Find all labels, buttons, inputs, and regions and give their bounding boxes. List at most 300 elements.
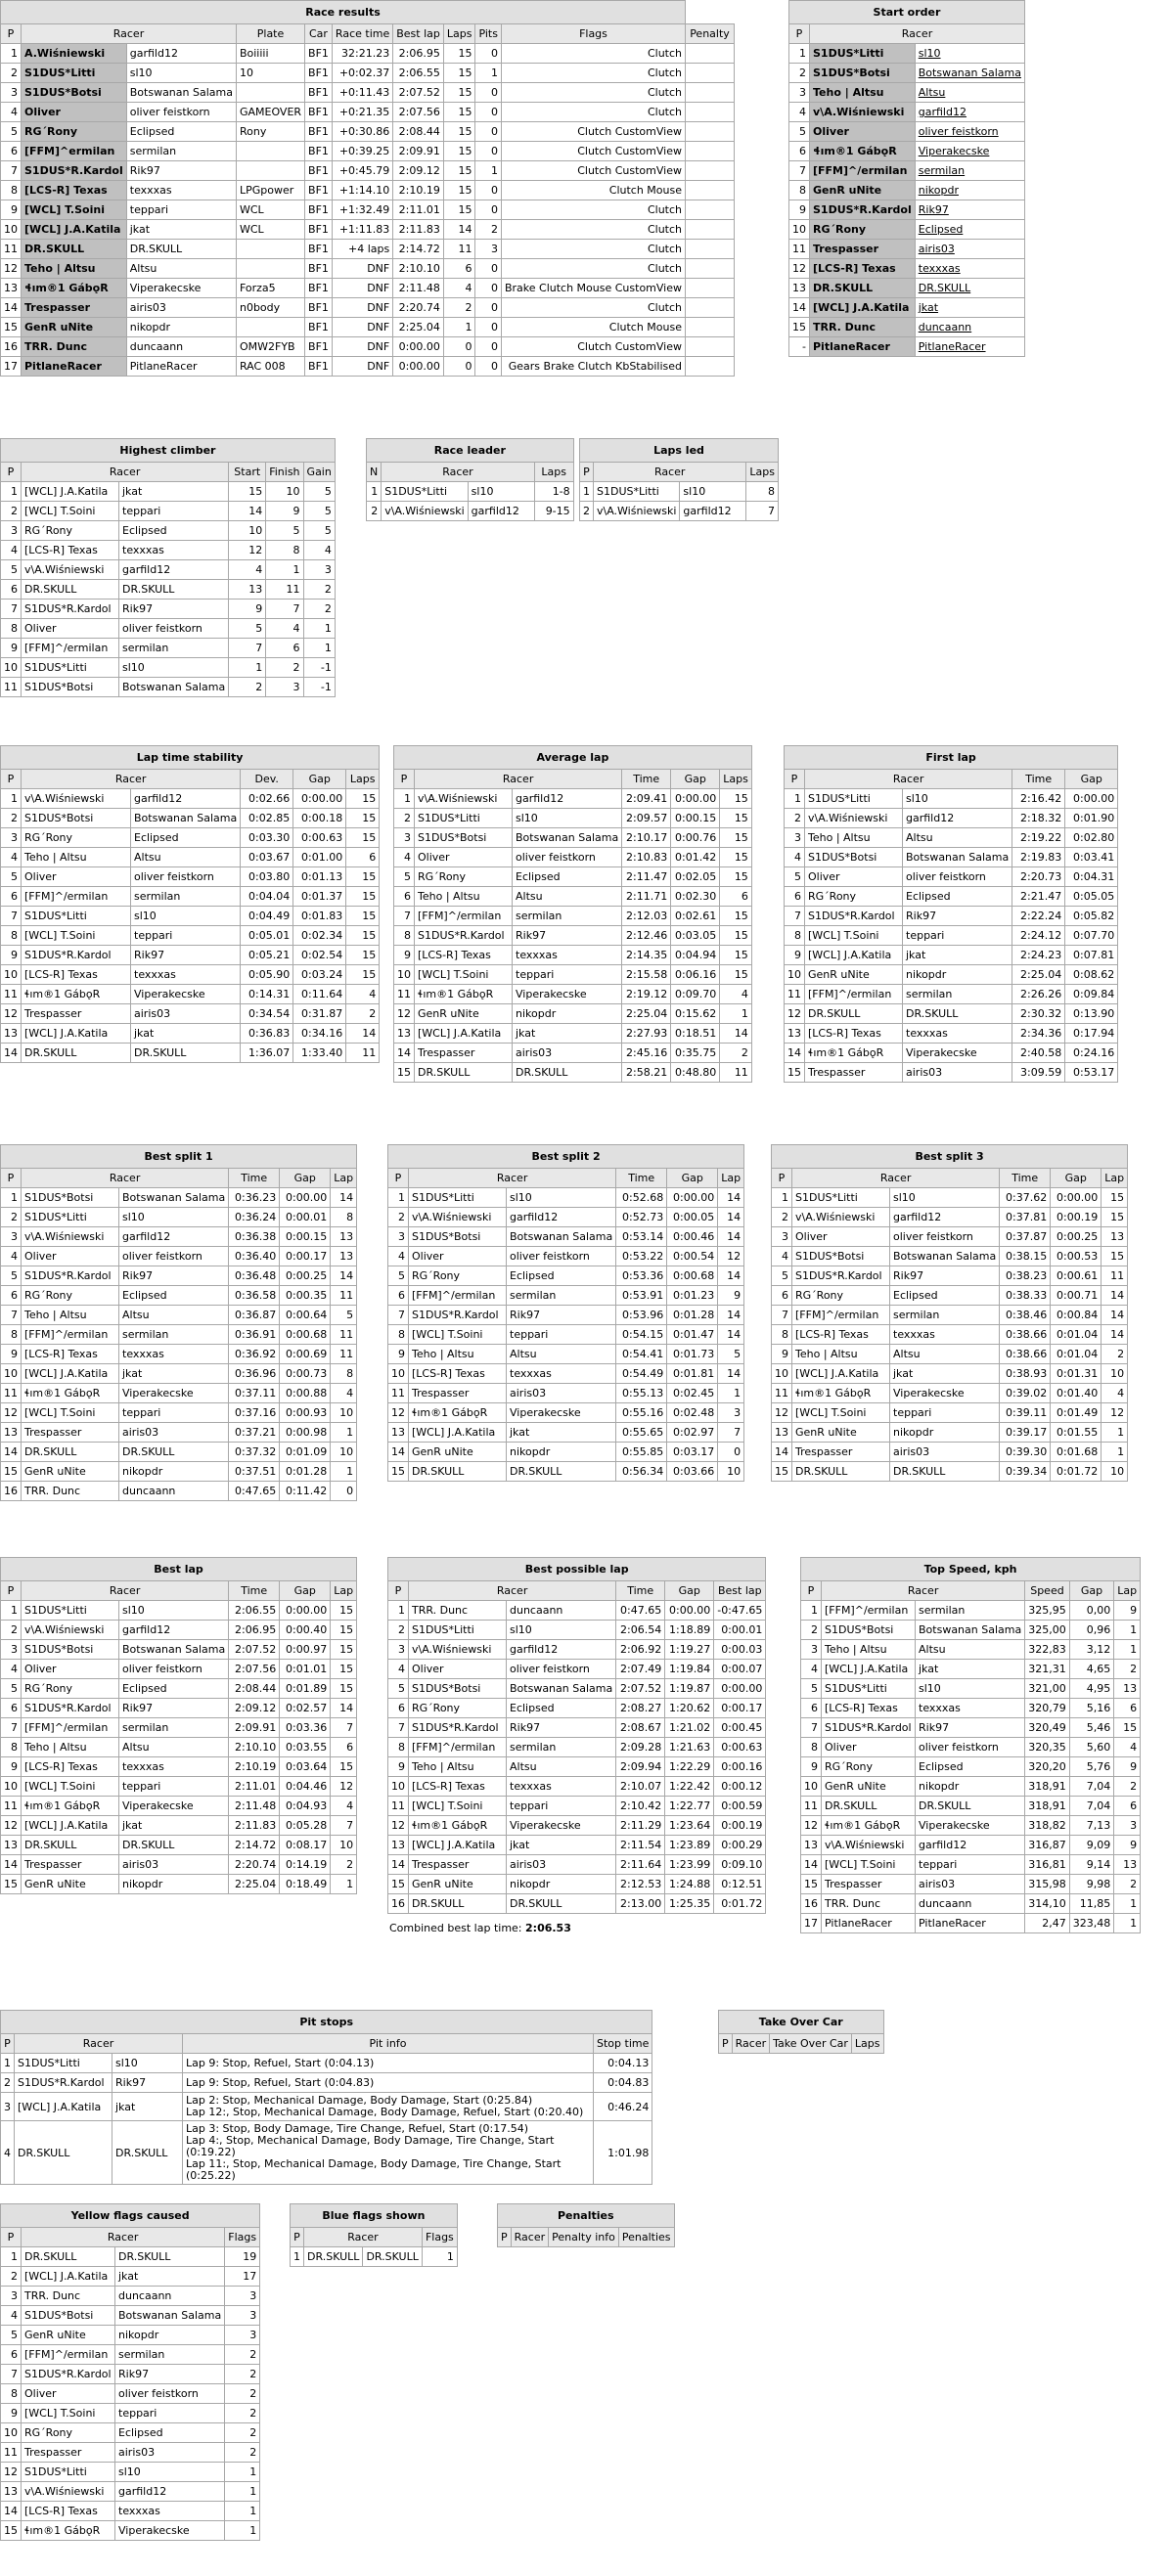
value-cell: 8 xyxy=(331,1208,357,1227)
racer-username-link: nikopdr xyxy=(513,1004,622,1024)
table-row xyxy=(801,1621,1141,1640)
table-row xyxy=(1,1364,357,1384)
value-cell: 318,91 xyxy=(1025,1777,1070,1797)
racer-username-link: Rik97 xyxy=(131,946,241,965)
racer-username-link: nikopdr xyxy=(507,1875,616,1894)
position-cell: 13 xyxy=(1,1423,22,1443)
value-cell: 2:10.19 xyxy=(229,1757,280,1777)
table-row xyxy=(388,1188,744,1208)
position-cell: 1 xyxy=(1,2247,22,2267)
racer-username-link[interactable]: texxxas xyxy=(915,259,1024,279)
table-row xyxy=(1,985,380,1004)
racer-username-link[interactable]: PitlaneRacer xyxy=(915,337,1024,357)
racer-username-link[interactable]: sl10 xyxy=(915,44,1024,64)
position-cell: 14 xyxy=(1,1443,22,1462)
top-speed-title: Top Speed, kph xyxy=(801,1558,1141,1581)
racer-username-link[interactable]: duncaann xyxy=(915,318,1024,337)
col-gap: Gap xyxy=(665,1581,714,1601)
value-cell: 0:03.67 xyxy=(241,848,293,867)
racer-name-cell: Oliver xyxy=(409,1247,507,1266)
value-cell: 10 xyxy=(229,521,266,541)
value-cell: 11 xyxy=(331,1345,357,1364)
racer-username-link: nikopdr xyxy=(507,1443,616,1462)
pit-info-cell xyxy=(183,2093,594,2121)
racer-username-link: Eclipsed xyxy=(119,1679,229,1699)
value-cell: 0:38.66 xyxy=(1000,1345,1051,1364)
col-racer: Racer xyxy=(22,770,241,789)
position-cell: 5 xyxy=(1,122,22,142)
table-row xyxy=(1,1718,357,1738)
racer-username-link[interactable]: airis03 xyxy=(915,240,1024,259)
racer-username-link: sl10 xyxy=(916,1679,1025,1699)
value-cell: 0:00.00 xyxy=(1051,1188,1102,1208)
value-cell: 1 xyxy=(1114,1640,1141,1660)
flags-cell: Clutch xyxy=(501,298,685,318)
col-racer: Racer xyxy=(22,1169,229,1188)
value-cell: 15 xyxy=(720,946,752,965)
racer-username-link: Viperakecske xyxy=(890,1384,1000,1403)
value-cell: 2:22.24 xyxy=(1012,907,1065,926)
value-cell: 0:13.90 xyxy=(1065,1004,1118,1024)
racer-name-cell: ɬım®1 GábǫR xyxy=(409,1816,507,1836)
value-cell: 5 xyxy=(331,1306,357,1325)
car-cell: BF1 xyxy=(305,259,333,279)
position-cell: 6 xyxy=(801,1699,822,1718)
value-cell: 0:38.23 xyxy=(1000,1266,1051,1286)
racer-username-link: teppari xyxy=(115,2404,225,2423)
racer-name-cell: [FFM]^/ermilan xyxy=(409,1738,507,1757)
value-cell: 0:00.12 xyxy=(714,1777,766,1797)
col-start: Start xyxy=(229,463,266,482)
position-cell: 10 xyxy=(785,965,805,985)
racer-name-cell: GenR uNite xyxy=(415,1004,513,1024)
value-cell: 0:00.00 xyxy=(280,1601,331,1621)
value-cell: 0 xyxy=(475,122,502,142)
racer-username-link: Altsu xyxy=(507,1345,616,1364)
value-cell: 0:38.93 xyxy=(1000,1364,1051,1384)
value-cell: 0:03.41 xyxy=(1065,848,1118,867)
value-cell: 9 xyxy=(1114,1601,1141,1621)
value-cell: 0:36.91 xyxy=(229,1325,280,1345)
racer-username-link[interactable]: garfild12 xyxy=(915,103,1024,122)
racer-name-cell: Oliver xyxy=(22,1247,119,1266)
table-row xyxy=(1,1306,357,1325)
col-penalties: Penalties xyxy=(618,2228,674,2247)
value-cell: 1 xyxy=(422,2247,457,2267)
racer-username-link[interactable]: Viperakecske xyxy=(915,142,1024,161)
flags-cell: Gears Brake Clutch KbStabilised xyxy=(501,357,685,377)
value-cell: 2:13.00 xyxy=(616,1894,665,1914)
racer-username-link: Rik97 xyxy=(119,1699,229,1718)
value-cell: 316,87 xyxy=(1025,1836,1070,1855)
racer-name-cell: S1DUS*R.Kardol xyxy=(805,907,903,926)
value-cell: 2:10.19 xyxy=(393,181,444,200)
racer-username-link[interactable]: nikopdr xyxy=(915,181,1024,200)
value-cell: 15 xyxy=(346,907,380,926)
value-cell: 0:37.62 xyxy=(1000,1188,1051,1208)
col-n: N xyxy=(367,463,382,482)
racer-username-link[interactable]: jkat xyxy=(915,298,1024,318)
value-cell: 0:52.68 xyxy=(616,1188,667,1208)
value-cell: 1:22.29 xyxy=(665,1757,714,1777)
value-cell: 0:00.46 xyxy=(667,1227,718,1247)
value-cell: 1:22.77 xyxy=(665,1797,714,1816)
value-cell: 0:37.16 xyxy=(229,1403,280,1423)
racer-name-cell: Oliver xyxy=(409,1660,507,1679)
highest-climber-title: Highest climber xyxy=(1,439,336,463)
table-row xyxy=(394,965,752,985)
value-cell: 11 xyxy=(331,1325,357,1345)
value-cell: 1 xyxy=(331,1462,357,1482)
racer-username-link[interactable]: Eclipsed xyxy=(915,220,1024,240)
value-cell: 9 xyxy=(229,600,266,619)
table-row xyxy=(801,1757,1141,1777)
value-cell: 2:08.44 xyxy=(229,1679,280,1699)
value-cell: 0:00.17 xyxy=(280,1247,331,1266)
position-cell: 9 xyxy=(1,639,22,658)
position-cell: 7 xyxy=(1,600,22,619)
racer-username-link[interactable]: oliver feistkorn xyxy=(915,122,1024,142)
col-gap: Gap xyxy=(667,1169,718,1188)
racer-username-link: duncaann xyxy=(916,1894,1025,1914)
value-cell: 0:37.51 xyxy=(229,1462,280,1482)
racer-username-link: teppari xyxy=(119,1403,229,1423)
racer-username-link: duncaann xyxy=(115,2287,225,2306)
racer-username-link: sermilan xyxy=(119,1325,229,1345)
value-cell: 0:00.97 xyxy=(280,1640,331,1660)
racer-name-cell: Oliver xyxy=(22,103,127,122)
position-cell: 5 xyxy=(1,2326,22,2345)
pit-info-line: Lap 4:, Stop, Mechanical Damage, Body Damage, Tire Change, Start (0:19.22) xyxy=(186,2134,555,2158)
value-cell: 10 xyxy=(331,1403,357,1423)
position-cell: 7 xyxy=(772,1306,792,1325)
position-cell: 14 xyxy=(388,1443,409,1462)
racer-name-cell: S1DUS*Botsi xyxy=(22,2306,115,2326)
racer-username-link: Botswanan Salama xyxy=(119,1188,229,1208)
racer-username-link[interactable]: Rik97 xyxy=(915,200,1024,220)
position-cell: 14 xyxy=(789,298,810,318)
position-cell: 2 xyxy=(1,64,22,83)
racer-username-link: oliver feistkorn xyxy=(890,1227,1000,1247)
value-cell: 1 xyxy=(229,658,266,678)
position-cell: 16 xyxy=(801,1894,822,1914)
racer-username-link: Eclipsed xyxy=(115,2423,225,2443)
value-cell: 2:06.95 xyxy=(393,44,444,64)
col-racer: Racer xyxy=(304,2228,423,2247)
racer-name-cell: RG´Rony xyxy=(409,1699,507,1718)
racer-name-cell: [WCL] T.Soini xyxy=(805,926,903,946)
racer-username-link: garfild12 xyxy=(468,502,534,521)
racer-username-link: Rik97 xyxy=(890,1266,1000,1286)
position-cell: 6 xyxy=(1,580,22,600)
value-cell: 0:01.28 xyxy=(667,1306,718,1325)
table-row xyxy=(1,1482,357,1501)
racer-username-link: nikopdr xyxy=(119,1875,229,1894)
position-cell: 2 xyxy=(388,1621,409,1640)
penalty-cell xyxy=(686,161,735,181)
penalties-block xyxy=(497,2203,675,2247)
table-row xyxy=(772,1384,1128,1403)
table-row xyxy=(1,2384,260,2404)
value-cell: 0:04.49 xyxy=(241,907,293,926)
value-cell: 2 xyxy=(225,2365,260,2384)
racer-name-cell: [WCL] J.A.Katila xyxy=(22,220,127,240)
value-cell: 318,82 xyxy=(1025,1816,1070,1836)
racer-name-cell: ɬım®1 GábǫR xyxy=(22,1384,119,1403)
value-cell: 10 xyxy=(1102,1462,1128,1482)
position-cell: 8 xyxy=(1,2384,22,2404)
col-p: P xyxy=(1,2034,15,2054)
best-split-2-title: Best split 2 xyxy=(388,1145,744,1169)
racer-name-cell: S1DUS*R.Kardol xyxy=(22,1699,119,1718)
racer-name-cell: TRR. Dunc xyxy=(22,2287,115,2306)
value-cell: 10 xyxy=(266,482,303,502)
racer-username-link[interactable]: Botswanan Salama xyxy=(915,64,1024,83)
penalty-cell xyxy=(686,142,735,161)
racer-name-cell: S1DUS*Litti xyxy=(15,2054,112,2073)
position-cell: 2 xyxy=(1,2073,15,2093)
table-row xyxy=(388,1306,744,1325)
position-cell: 13 xyxy=(1,279,22,298)
racer-username-link: DR.SKULL xyxy=(507,1462,616,1482)
racer-name-cell: DR.SKULL xyxy=(22,240,127,259)
value-cell: 13 xyxy=(1114,1679,1141,1699)
racer-username-link: DR.SKULL xyxy=(112,2121,183,2185)
value-cell: 14 xyxy=(718,1325,744,1345)
value-cell: 3 xyxy=(303,560,335,580)
col-laps: Laps xyxy=(720,770,752,789)
table-row xyxy=(789,103,1025,122)
position-cell: 1 xyxy=(801,1601,822,1621)
value-cell: 0:14.19 xyxy=(280,1855,331,1875)
value-cell: 2:11.01 xyxy=(393,200,444,220)
position-cell: 13 xyxy=(394,1024,415,1044)
racer-username-link: garfild12 xyxy=(513,789,622,809)
value-cell: 12 xyxy=(718,1247,744,1266)
value-cell: 2:21.47 xyxy=(1012,887,1065,907)
racer-name-cell: RG´Rony xyxy=(22,122,127,142)
value-cell: 5,46 xyxy=(1069,1718,1114,1738)
table-row xyxy=(1,2365,260,2384)
table-row xyxy=(785,907,1118,926)
position-cell: 10 xyxy=(1,1364,22,1384)
racer-name-cell: [WCL] J.A.Katila xyxy=(810,298,916,318)
racer-name-cell: S1DUS*Botsi xyxy=(822,1621,916,1640)
car-cell: BF1 xyxy=(305,357,333,377)
col-pits: Pits xyxy=(475,24,502,44)
value-cell: 1:21.02 xyxy=(665,1718,714,1738)
value-cell: 15 xyxy=(346,887,380,907)
position-cell: 1 xyxy=(1,44,22,64)
racer-username-link[interactable]: Altsu xyxy=(915,83,1024,103)
racer-username-link: Altsu xyxy=(890,1345,1000,1364)
position-cell: 8 xyxy=(1,181,22,200)
value-cell: 0:00.64 xyxy=(280,1306,331,1325)
position-cell: 12 xyxy=(394,1004,415,1024)
racer-name-cell: RG´Rony xyxy=(409,1266,507,1286)
table-row xyxy=(1,2247,260,2267)
racer-name-cell: DR.SKULL xyxy=(22,1836,119,1855)
position-cell: 16 xyxy=(1,337,22,357)
value-cell: 0:06.16 xyxy=(671,965,720,985)
racer-name-cell: ɬım®1 GábǫR xyxy=(22,1797,119,1816)
table-row xyxy=(789,122,1025,142)
value-cell: 0:39.30 xyxy=(1000,1443,1051,1462)
position-cell: 9 xyxy=(388,1757,409,1777)
position-cell: 1 xyxy=(1,1601,22,1621)
racer-name-cell: Oliver xyxy=(22,1660,119,1679)
value-cell: 0:03.55 xyxy=(280,1738,331,1757)
racer-username-link[interactable]: DR.SKULL xyxy=(915,279,1024,298)
value-cell: 5 xyxy=(266,521,303,541)
start-order-table xyxy=(788,0,1025,357)
racer-name-cell: S1DUS*Botsi xyxy=(409,1227,507,1247)
value-cell: 2:09.57 xyxy=(622,809,671,828)
racer-name-cell: S1DUS*Litti xyxy=(22,1601,119,1621)
table-row xyxy=(394,946,752,965)
racer-username-link: Botswanan Salama xyxy=(916,1621,1025,1640)
table-row xyxy=(394,887,752,907)
position-cell: 9 xyxy=(1,1757,22,1777)
col-gain: Gain xyxy=(303,463,335,482)
racer-username-link: jkat xyxy=(513,1024,622,1044)
value-cell: 9 xyxy=(1114,1836,1141,1855)
racer-username-link: sermilan xyxy=(513,907,622,926)
racer-username-link: sermilan xyxy=(119,639,229,658)
position-cell: 3 xyxy=(1,2287,22,2306)
table-row xyxy=(772,1403,1128,1423)
table-row xyxy=(1,1286,357,1306)
table-row xyxy=(1,1660,357,1679)
position-cell: 11 xyxy=(1,2443,22,2463)
value-cell: 2:12.53 xyxy=(616,1875,665,1894)
race-results-header xyxy=(1,24,735,44)
racer-name-cell: DR.SKULL xyxy=(22,2247,115,2267)
position-cell: 12 xyxy=(1,1403,22,1423)
racer-name-cell: DR.SKULL xyxy=(22,1443,119,1462)
race-results-block xyxy=(0,0,735,377)
racer-username-link: teppari xyxy=(903,926,1012,946)
racer-username-link: airis03 xyxy=(115,2443,225,2463)
value-cell: 0:04.94 xyxy=(671,946,720,965)
position-cell: 3 xyxy=(1,1227,22,1247)
value-cell: 4 xyxy=(1114,1738,1141,1757)
value-cell: 2:08.67 xyxy=(616,1718,665,1738)
col-racer: Racer xyxy=(15,2034,183,2054)
table-row xyxy=(1,2482,260,2502)
value-cell: 1 xyxy=(225,2521,260,2541)
racer-name-cell: Trespasser xyxy=(22,1855,119,1875)
value-cell: 0:05.05 xyxy=(1065,887,1118,907)
col-racer: Racer xyxy=(22,24,237,44)
position-cell: 5 xyxy=(388,1679,409,1699)
racer-username-link: Botswanan Salama xyxy=(507,1227,616,1247)
racer-username-link: sermilan xyxy=(119,1718,229,1738)
value-cell: 320,79 xyxy=(1025,1699,1070,1718)
racer-name-cell: [FFM]^ermilan xyxy=(22,142,127,161)
table-row xyxy=(1,521,336,541)
position-cell: 2 xyxy=(772,1208,792,1227)
value-cell: 1 xyxy=(225,2502,260,2521)
position-cell: 11 xyxy=(1,1797,22,1816)
value-cell: 2:07.52 xyxy=(229,1640,280,1660)
racer-username-link: sl10 xyxy=(507,1621,616,1640)
racer-username-link: Altsu xyxy=(507,1757,616,1777)
racer-username-link: Eclipsed xyxy=(890,1286,1000,1306)
value-cell: 15 xyxy=(346,828,380,848)
value-cell: 0:00.69 xyxy=(280,1345,331,1364)
plate-cell xyxy=(236,259,304,279)
table-row xyxy=(394,1044,752,1063)
col-racer: Racer xyxy=(511,2228,548,2247)
racer-username-link[interactable]: sermilan xyxy=(915,161,1024,181)
racer-name-cell: S1DUS*Litti xyxy=(409,1621,507,1640)
value-cell: 7 xyxy=(746,502,779,521)
value-cell: 15 xyxy=(346,965,380,985)
value-cell: 0:36.23 xyxy=(229,1188,280,1208)
col-flags: Flags xyxy=(501,24,685,44)
value-cell: 2 xyxy=(225,2423,260,2443)
table-row xyxy=(1,1621,357,1640)
pit-info-cell xyxy=(183,2073,594,2093)
table-row xyxy=(1,2502,260,2521)
value-cell: 0:39.17 xyxy=(1000,1423,1051,1443)
racer-name-cell: Trespasser xyxy=(409,1855,507,1875)
table-row xyxy=(1,1423,357,1443)
value-cell: 0:01.00 xyxy=(293,848,346,867)
table-row xyxy=(789,200,1025,220)
position-cell: 13 xyxy=(1,1024,22,1044)
table-row xyxy=(1,2326,260,2345)
value-cell: 0:36.96 xyxy=(229,1364,280,1384)
position-cell: 9 xyxy=(801,1757,822,1777)
value-cell: 9,14 xyxy=(1069,1855,1114,1875)
value-cell: 2:07.52 xyxy=(616,1679,665,1699)
position-cell: 15 xyxy=(1,1462,22,1482)
value-cell: 1 xyxy=(475,64,502,83)
racer-name-cell: [WCL] J.A.Katila xyxy=(792,1364,890,1384)
racer-username-link: Altsu xyxy=(119,1306,229,1325)
value-cell: 0:17.94 xyxy=(1065,1024,1118,1044)
racer-name-cell: Oliver xyxy=(415,848,513,867)
racer-name-cell: S1DUS*Botsi xyxy=(22,83,127,103)
racer-name-cell: Trespasser xyxy=(805,1063,903,1083)
start-order-title: Start order xyxy=(789,1,1025,24)
racer-name-cell: Teho | Altsu xyxy=(822,1640,916,1660)
plate-cell: GAMEOVER xyxy=(236,103,304,122)
plate-cell: Forza5 xyxy=(236,279,304,298)
col-time: Time xyxy=(622,770,671,789)
table-row xyxy=(1,2093,652,2121)
racer-name-cell: Oliver xyxy=(805,867,903,887)
table-row xyxy=(1,1325,357,1345)
table-row xyxy=(785,1044,1118,1063)
racer-username-link: texxxas xyxy=(507,1777,616,1797)
racer-username-link: nikopdr xyxy=(903,965,1012,985)
racer-name-cell: DR.SKULL xyxy=(415,1063,513,1083)
racer-username-link: sl10 xyxy=(468,482,534,502)
position-cell: 13 xyxy=(772,1423,792,1443)
racer-name-cell: [WCL] J.A.Katila xyxy=(22,482,119,502)
table-row xyxy=(785,926,1118,946)
position-cell: 11 xyxy=(394,985,415,1004)
position-cell: 4 xyxy=(801,1660,822,1679)
table-row xyxy=(1,200,735,220)
value-cell: 1 xyxy=(443,318,475,337)
position-cell: 11 xyxy=(1,240,22,259)
racer-username-link: Eclipsed xyxy=(507,1266,616,1286)
table-row xyxy=(789,259,1025,279)
